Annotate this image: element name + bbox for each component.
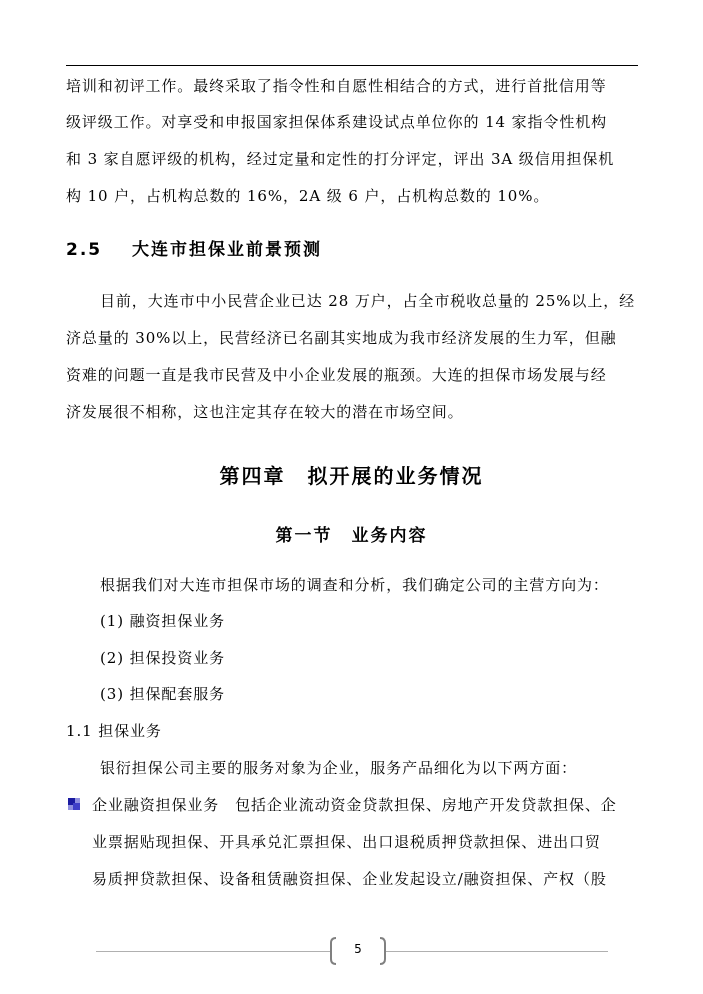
list-item: (1) 融资担保业务 (100, 612, 226, 630)
square-bullet-icon (68, 798, 80, 810)
footer-rule-left (96, 951, 330, 952)
section-2-5-heading (66, 239, 322, 261)
bullet-line-2: 业票据贴现担保、开具承兑汇票担保、出口退税质押贷款担保、进出口贸 (92, 833, 601, 851)
para2-line-3: 资难的问题一直是我市民营及中小企业发展的瓶颈。大连的担保市场发展与经 (66, 366, 607, 384)
section-title: 大连市担保业前景预测 (131, 240, 322, 260)
para2-line-2: 济总量的 30%以上，民营经济已名副其实地成为我市经济发展的生力军，但融 (66, 329, 617, 347)
header-rule (66, 65, 638, 66)
list-item: (2) 担保投资业务 (100, 649, 226, 667)
subsection-intro: 银衍担保公司主要的服务对象为企业，服务产品细化为以下两方面： (100, 759, 578, 777)
para1-line-3: 和 3 家自愿评级的机构，经过定量和定性的打分评定，评出 3A 级信用担保机 (66, 150, 615, 168)
chapter-title: 第四章 拟开展的业务情况 (219, 464, 484, 488)
section-number: 2.5 (66, 240, 103, 260)
list-item: (3) 担保配套服务 (100, 685, 226, 703)
section-title-1: 第一节 业务内容 (275, 526, 428, 546)
intro-text: 根据我们对大连市担保市场的调查和分析，我们确定公司的主营方向为： (100, 576, 609, 594)
para1-line-4: 构 10 户，占机构总数的 16%，2A 级 6 户，占机构总数的 10%。 (66, 187, 550, 205)
para2-line-1: 目前，大连市中小民营企业已达 28 万户，占全市税收总量的 25%以上，经 (100, 292, 636, 310)
subsection-1-1: 1.1 担保业务 (66, 722, 162, 740)
para1-line-1: 培训和初评工作。最终采取了指令性和自愿性相结合的方式，进行首批信用等 (66, 77, 607, 95)
para2-line-4: 济发展很不相称，这也注定其存在较大的潜在市场空间。 (66, 403, 464, 421)
footer-rule-right (386, 951, 608, 952)
bullet-line-3: 易质押贷款担保、设备租赁融资担保、企业发起设立/融资担保、产权（股 (92, 870, 607, 888)
page-number: 5 (354, 942, 362, 956)
para1-line-2: 级评级工作。对享受和申报国家担保体系建设试点单位你的 14 家指令性机构 (66, 113, 608, 131)
bullet-line-1: 企业融资担保业务 包括企业流动资金贷款担保、房地产开发贷款担保、企 (92, 796, 617, 814)
